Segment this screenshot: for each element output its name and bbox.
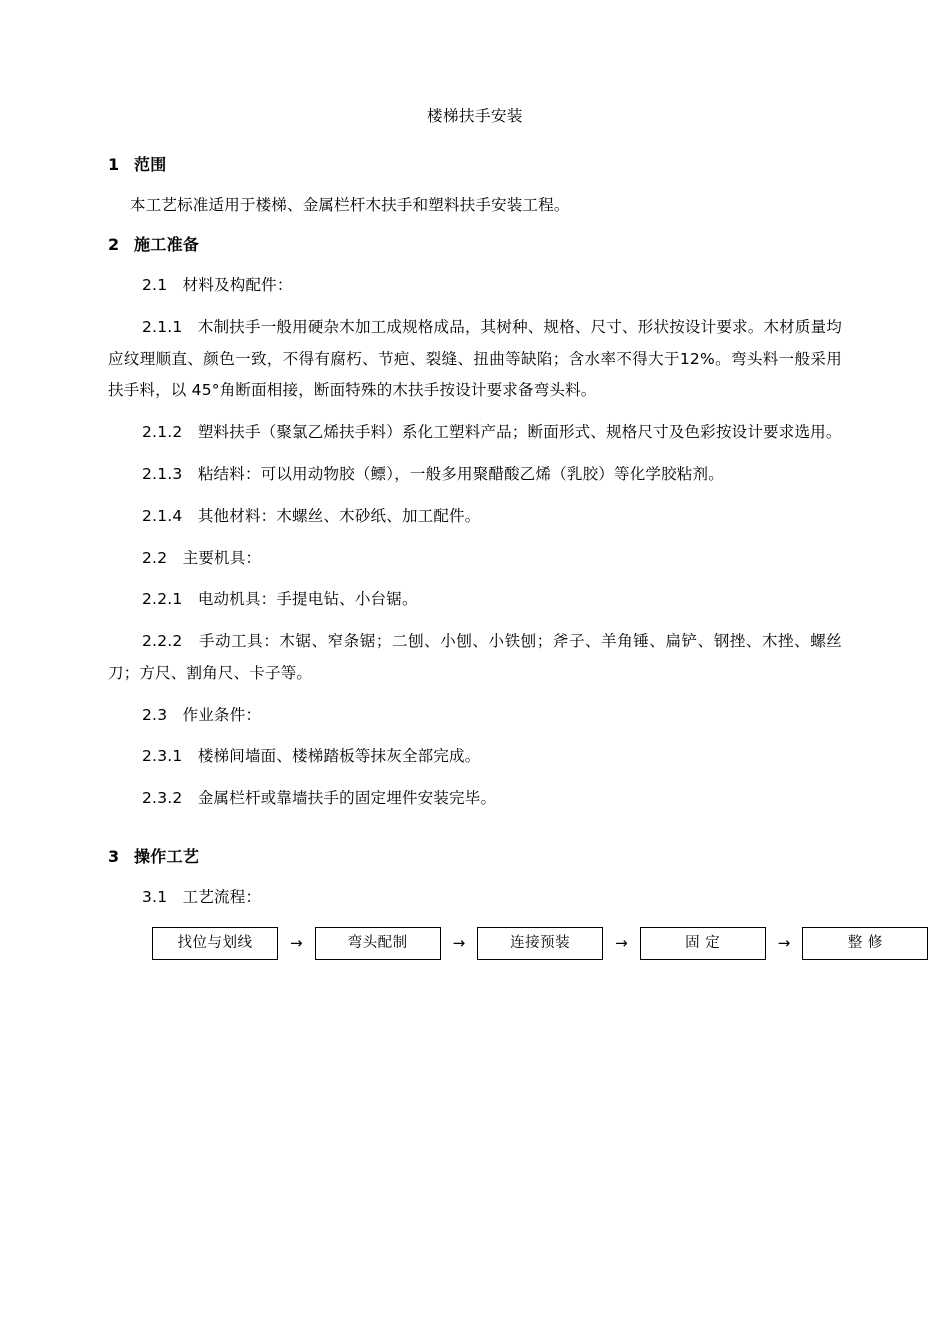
process-flowchart (152, 927, 883, 960)
clause-number-2-2-2: 2.2.2 (142, 632, 183, 651)
clause-text-2-3-2: 金属栏杆或靠墙扶手的固定埋件安装完毕。 (197, 789, 497, 808)
section-title-1: 范围 (134, 154, 167, 174)
flow-step-2: 弯头配制 (315, 927, 441, 960)
clause-2-3-2 (108, 783, 842, 815)
clause-number-2-1-1: 2.1.1 (142, 317, 183, 336)
section-number-1: 1 (108, 154, 120, 174)
section-heading-2 (108, 231, 842, 260)
clause-number-2-1-2: 2.1.2 (142, 423, 183, 442)
flow-step-3: 连接预装 (477, 927, 603, 960)
clause-text-2-1-4: 其他材料：木螺丝、木砂纸、加工配件。 (197, 506, 481, 525)
clause-text-2-1-2: 塑料扶手（聚氯乙烯扶手料）系化工塑料产品；断面形式、规格尺寸及色彩按设计要求选用。 (197, 423, 842, 442)
clause-number-2-3-1: 2.3.1 (142, 747, 183, 766)
clause-2-1-1 (108, 312, 842, 407)
clause-3-1 (108, 882, 842, 914)
flow-arrow-icon: → (777, 934, 791, 953)
clause-text-2-1-3: 粘结料：可以用动物胶（鳔），一般多用聚醋酸乙烯（乳胶）等化学胶粘剂。 (197, 464, 724, 483)
clause-text-2-1: 材料及构配件： (182, 276, 293, 295)
clause-2-1 (108, 270, 842, 302)
clause-text-2-2-2: 手动工具：木锯、窄条锯；二刨、小刨、小铁刨；斧子、羊角锤、扁铲、钢挫、木挫、螺丝刀；方尺、割角尺、卡子等。 (108, 632, 842, 682)
clause-number-3-1: 3.1 (142, 887, 168, 906)
clause-text-2-3-1: 楼梯间墙面、楼梯踏板等抹灰全部完成。 (197, 747, 481, 766)
paragraph-1-1: 本工艺标准适用于楼梯、金属栏杆木扶手和塑料扶手安装工程。 (130, 195, 570, 214)
section-heading-1 (108, 151, 842, 180)
clause-number-2-3: 2.3 (142, 705, 168, 724)
clause-2-2-1 (108, 584, 842, 616)
clause-text-2-2: 主要机具： (182, 548, 262, 567)
flow-arrow-icon: → (452, 934, 466, 953)
flow-step-4: 固 定 (640, 927, 766, 960)
section-title-3: 操作工艺 (134, 846, 200, 866)
clause-2-2 (108, 543, 842, 575)
flow-arrow-icon: → (615, 934, 628, 953)
clause-2-2-2 (108, 626, 842, 690)
clause-text-2-1-1: 木制扶手一般用硬杂木加工成规格成品，其树种、规格、尺寸、形状按设计要求。木材质量均应纹理顺直、颜色一致，不得有腐朽、节疤、裂缝、扭曲等缺陷；含水率不得大于12%。弯头料一般采用扶手料，以 45°角断面相接，断面特殊的木扶手按设计要求备弯头料。 (108, 317, 842, 400)
clause-2-1-2 (108, 417, 842, 449)
clause-2-1-3 (108, 459, 842, 491)
clause-text-3-1: 工艺流程： (182, 887, 262, 906)
clause-2-3 (108, 700, 842, 732)
clause-number-2-1-3: 2.1.3 (142, 464, 183, 483)
clause-number-2-2: 2.2 (142, 548, 168, 567)
clause-number-2-1-4: 2.1.4 (142, 506, 183, 525)
flow-step-5: 整 修 (802, 927, 928, 960)
page-title: 楼梯扶手安装 (426, 107, 523, 125)
clause-number-2-3-2: 2.3.2 (142, 789, 183, 808)
clause-text-2-3: 作业条件： (182, 705, 262, 724)
clause-text-2-2-1: 电动机具：手提电钻、小台锯。 (197, 590, 418, 609)
clause-2-1-4 (108, 501, 842, 533)
flow-step-1: 找位与划线 (152, 927, 278, 960)
section-number-3: 3 (108, 846, 120, 866)
section-title-2: 施工准备 (134, 235, 200, 255)
flow-arrow-icon: → (290, 934, 303, 953)
section-number-2: 2 (108, 235, 120, 255)
clause-number-2-1: 2.1 (142, 276, 168, 295)
clause-2-3-1 (108, 741, 842, 773)
clause-number-2-2-1: 2.2.1 (142, 590, 183, 609)
section-heading-3 (108, 843, 842, 872)
